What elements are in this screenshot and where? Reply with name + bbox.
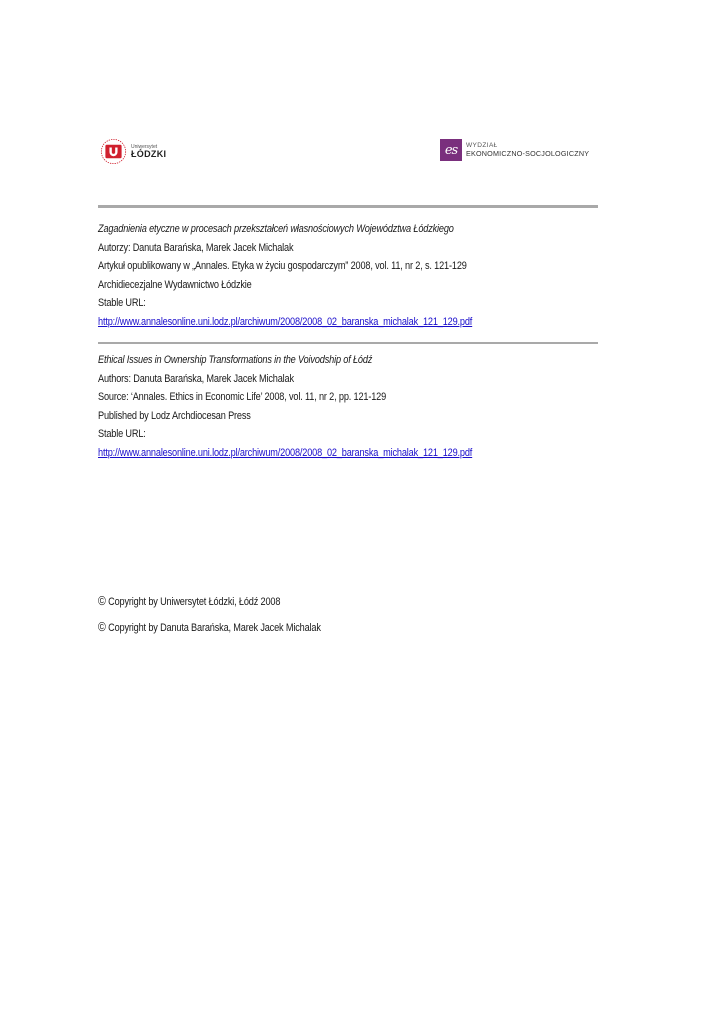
faculty-logo-line1: WYDZIAŁ bbox=[466, 141, 498, 149]
copyright-university-text: Copyright by Uniwersytet Łódzki, Łódź 2008 bbox=[108, 596, 281, 608]
copyright-authors-text: Copyright by Danuta Barańska, Marek Jacek Michalak bbox=[108, 622, 321, 634]
polish-stable-url-label: Stable URL: bbox=[98, 297, 146, 310]
faculty-logo-text bbox=[466, 143, 589, 157]
faculty-logo bbox=[440, 139, 589, 161]
english-stable-url-label: Stable URL: bbox=[98, 428, 146, 441]
copyright-icon: © bbox=[98, 593, 106, 608]
english-source: Source: ‘Annales. Ethics in Economic Life’ 2008, vol. 11, nr 2, pp. 121-129 bbox=[98, 391, 387, 404]
polish-stable-url-link[interactable]: http://www.annalesonline.uni.lodz.pl/archiwum/2008/2008_02_baranska_michalak_121_129.pdf bbox=[98, 315, 473, 328]
faculty-mark-icon: es bbox=[440, 139, 462, 161]
polish-published-in: Artykuł opublikowany w „Annales. Etyka w życiu gospodarczym” 2008, vol. 11, nr 2, s. 121-129 bbox=[98, 260, 467, 273]
university-emblem-icon bbox=[100, 138, 127, 165]
english-title: Ethical Issues in Ownership Transformations in the Voivodship of Łódź bbox=[98, 354, 373, 366]
english-authors: Authors: Danuta Barańska, Marek Jacek Michalak bbox=[98, 372, 294, 385]
top-divider bbox=[98, 205, 598, 208]
university-logo-small-text: Uniwersytet bbox=[131, 143, 158, 150]
university-logo bbox=[100, 138, 166, 165]
copyright-icon: © bbox=[98, 619, 106, 634]
middle-divider bbox=[98, 342, 598, 344]
polish-title: Zagadnienia etyczne w procesach przekształceń własnościowych Województwa Łódzkiego bbox=[98, 223, 454, 235]
english-stable-url-link[interactable]: http://www.annalesonline.uni.lodz.pl/archiwum/2008/2008_02_baranska_michalak_121_129.pdf bbox=[98, 446, 473, 459]
university-logo-text bbox=[131, 145, 166, 159]
copyright-authors bbox=[98, 619, 321, 634]
university-logo-name: ŁÓDZKI bbox=[131, 148, 167, 159]
english-citation bbox=[98, 351, 472, 463]
faculty-logo-line2: EKONOMICZNO-SOCJOLOGICZNY bbox=[466, 148, 590, 158]
polish-publisher: Archidiecezjalne Wydawnictwo Łódzkie bbox=[98, 278, 252, 291]
english-publisher: Published by Lodz Archdiocesan Press bbox=[98, 409, 251, 422]
copyright-university bbox=[98, 593, 280, 608]
polish-citation bbox=[98, 220, 472, 332]
polish-authors: Autorzy: Danuta Barańska, Marek Jacek Michalak bbox=[98, 241, 294, 254]
